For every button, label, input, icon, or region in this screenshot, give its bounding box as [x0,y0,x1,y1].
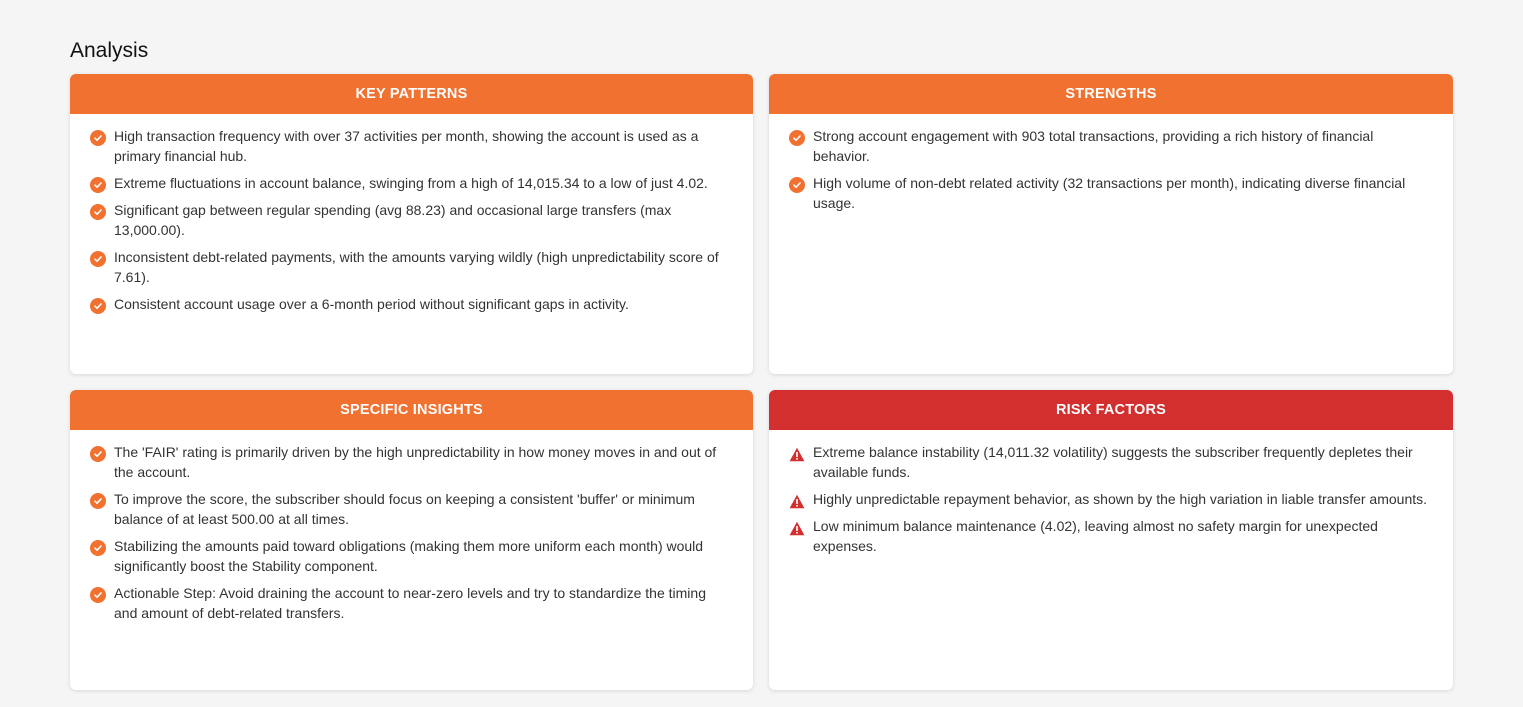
list-item [789,442,1433,482]
list-item [90,442,733,482]
list-item [90,489,733,529]
list-item-text: Highly unpredictable repayment behavior, as shown by the high variation in liable transfer amounts. [813,491,1428,507]
list-item [90,247,733,287]
card-risk-factors [769,390,1453,690]
section-title: Analysis [70,39,149,62]
check-circle-icon [90,540,106,556]
warning-triangle-icon [789,446,805,462]
check-circle-icon [90,493,106,509]
list-item [789,489,1433,509]
card-key-patterns [70,74,753,374]
list-item [90,126,733,166]
list-item-text: Stabilizing the amounts paid toward obligations (making them more uniform each month) would significantly boost the Stability component. [114,538,704,574]
list-item-text: Actionable Step: Avoid draining the account to near-zero levels and try to standardize the timing and amount of debt-related transfers. [114,585,706,621]
warning-triangle-icon [789,520,805,536]
card-body [769,430,1453,573]
list-item-text: Consistent account usage over a 6-month period without significant gaps in activity. [114,296,629,312]
card-strengths [769,74,1453,374]
check-circle-icon [90,587,106,603]
check-circle-icon [90,446,106,462]
check-circle-icon [90,251,106,267]
list-item [90,536,733,576]
check-circle-icon [789,130,805,146]
card-specific-insights [70,390,753,690]
card-header: KEY PATTERNS [70,74,753,114]
list-item-text: To improve the score, the subscriber should focus on keeping a consistent 'buffer' or minimum balance of at least 500.00 at all times. [114,491,695,527]
card-body [70,114,753,331]
list-item [90,294,733,314]
warning-triangle-icon [789,493,805,509]
list-item-text: Extreme fluctuations in account balance, swinging from a high of 14,015.34 to a low of just 4.02. [114,175,708,191]
list-item [90,200,733,240]
list-item-text: Extreme balance instability (14,011.32 volatility) suggests the subscriber frequently depletes their available funds. [813,444,1413,480]
card-header: SPECIFIC INSIGHTS [70,390,753,430]
card-body [769,114,1453,230]
list-item [90,173,733,193]
check-circle-icon [90,177,106,193]
card-header: STRENGTHS [769,74,1453,114]
list-item-text: High volume of non-debt related activity (32 transactions per month), indicating diverse financial usage. [813,175,1406,211]
list-item [789,516,1433,556]
check-circle-icon [90,130,106,146]
card-body [70,430,753,640]
list-item-text: High transaction frequency with over 37 activities per month, showing the account is used as a primary financial hub. [114,128,699,164]
list-item-text: Significant gap between regular spending (avg 88.23) and occasional large transfers (max 13,000.00). [114,202,672,238]
list-item-text: Strong account engagement with 903 total transactions, providing a rich history of financial behavior. [813,128,1374,164]
list-item [789,173,1433,213]
check-circle-icon [789,177,805,193]
card-header: RISK FACTORS [769,390,1453,430]
list-item [789,126,1433,166]
list-item-text: Inconsistent debt-related payments, with the amounts varying wildly (high unpredictability score of 7.61). [114,249,719,285]
check-circle-icon [90,204,106,220]
list-item-text: The 'FAIR' rating is primarily driven by the high unpredictability in how money moves in and out of the account. [114,444,717,480]
list-item [90,583,733,623]
analysis-grid [70,74,1453,690]
list-item-text: Low minimum balance maintenance (4.02), leaving almost no safety margin for unexpected expenses. [813,518,1378,554]
check-circle-icon [90,298,106,314]
